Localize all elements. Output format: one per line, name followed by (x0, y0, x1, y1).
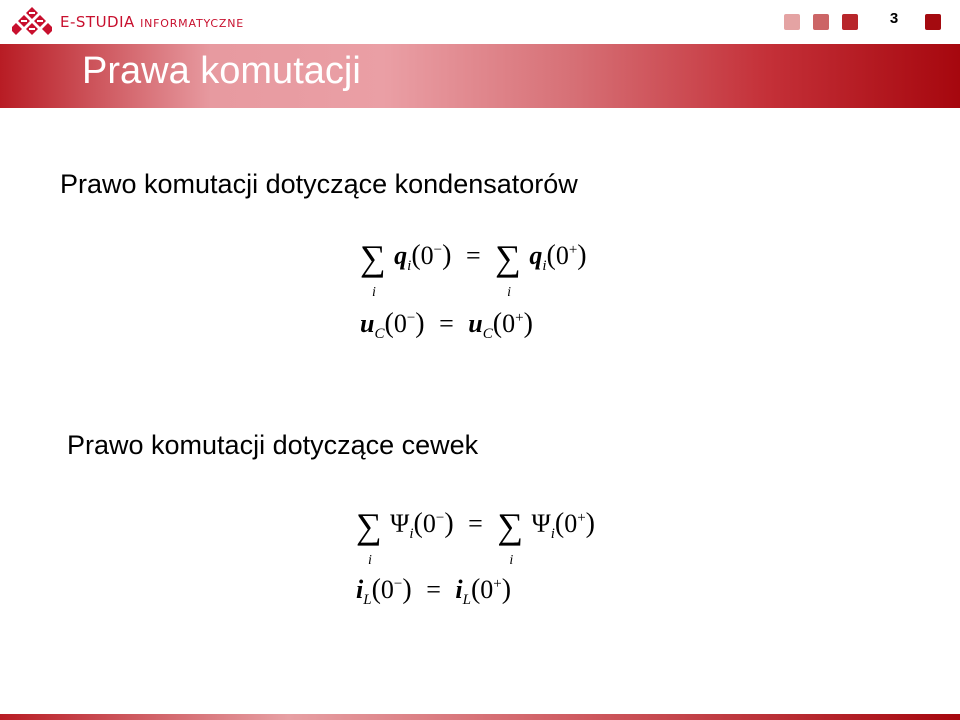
decorative-squares (784, 14, 871, 30)
square-icon-3 (842, 14, 858, 30)
square-icon-end (925, 14, 941, 30)
formula-flux-sum: ∑ i $\Psi_i(0^-)$ = ∑ i $\Psi_i(0^+)$ (356, 506, 595, 568)
formula-inductor-current: $i_L(0^-) = i_L(0^+)$ (356, 574, 512, 608)
sum-symbol: ∑ i (360, 238, 386, 300)
logo-sub-text: INFORMATYCZNE (140, 17, 244, 30)
bottom-rule (0, 714, 960, 720)
logo-text (60, 13, 244, 31)
square-icon-2 (813, 14, 829, 30)
square-icon-1 (784, 14, 800, 30)
sum-symbol: ∑ i (495, 238, 521, 300)
heading-capacitors: Prawo komutacji dotyczące kondensatorów (60, 169, 578, 199)
formula-capacitor-voltage: $u_C(0^-) = u_C(0^+)$ (360, 308, 533, 342)
heading-inductors: Prawo komutacji dotyczące cewek (67, 430, 479, 460)
sum-symbol: ∑ i (497, 506, 523, 568)
sum-symbol: ∑ i (356, 506, 382, 568)
formula-charge-sum: ∑ i $q_i(0^-)$ = ∑ i $q_i(0^+)$ (360, 238, 587, 300)
page-number: 3 (889, 10, 899, 27)
logo-diamond-icon (12, 5, 52, 39)
logo (12, 4, 244, 40)
logo-main-text: E-STUDIA (60, 13, 135, 31)
slide-title: Prawa komutacji (82, 50, 361, 92)
